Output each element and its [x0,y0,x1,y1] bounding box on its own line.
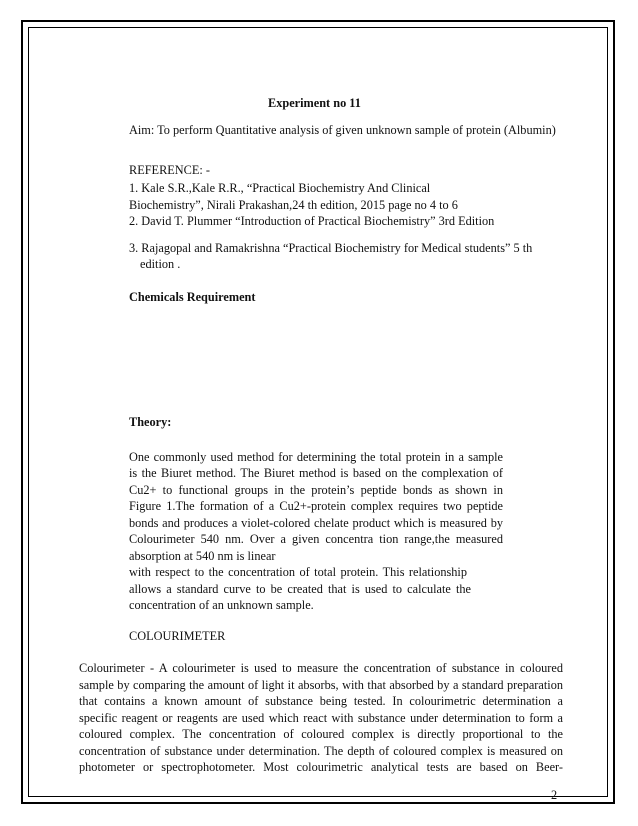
theory-line: Colourimeter 540 nm. Over a given concentra tion range,the measured [129,532,503,546]
theory-line: Cu2+ to functional groups in the protein’s peptide bonds as shown in [129,483,503,497]
theory-line: bonds and produces a violet-colored chelate product which is measured by [129,516,503,530]
theory-line: concentration of an unknown sample. [129,598,314,612]
theory-line: absorption at 540 nm is linear [129,549,276,563]
reference-2: 2. David T. Plummer “Introduction of Practical Biochemistry” 3rd Edition [129,214,495,228]
colourimeter-line: Colourimeter - A colourimeter is used to measure the concentration of substance in coloured [79,661,563,675]
theory-heading: Theory: [129,415,172,429]
colourimeter-line: sample by comparing the amount of light it absorbs, with that absorbed by a standard preparation [79,678,563,692]
colourimeter-line: concentration of substance under determination. The depth of coloured complex is measured on [79,744,563,758]
chemicals-heading: Chemicals Requirement [129,290,256,304]
reference-1-line-1: 1. Kale S.R.,Kale R.R., “Practical Biochemistry And Clinical [129,181,431,195]
colourimeter-heading: COLOURIMETER [129,629,226,643]
colourimeter-line: specific reagent or reagents are used which react with substance under determination to form a [79,711,563,725]
reference-1-line-2: Biochemistry”, Nirali Prakashan,24 th edition, 2015 page no 4 to 6 [129,198,458,212]
aim-text: Aim: To perform Quantitative analysis of given unknown sample of protein (Albumin) [129,123,556,137]
reference-3-line-2: edition . [140,257,181,271]
colourimeter-line: that contains a known amount of substance being tested. In colourimetric determination a [79,694,563,708]
reference-3-line-1: 3. Rajagopal and Ramakrishna “Practical Biochemistry for Medical students” 5 th [129,241,533,255]
theory-line: is the Biuret method. The Biuret method is based on the complexation of [129,466,503,480]
theory-line: Figure 1.The formation of a Cu2+-protein complex requires two peptide [129,499,503,513]
reference-heading: REFERENCE: - [129,163,210,177]
theory-line: allows a standard curve to be created that is used to calculate the [129,582,471,596]
colourimeter-line: photometer or spectrophotometer. Most colourimetric analytical tests are based on Beer- [79,760,563,774]
experiment-title: Experiment no 11 [268,96,361,110]
colourimeter-line: coloured complex. The concentration of coloured complex is directly proportional to the [79,727,563,741]
theory-line: with respect to the concentration of total protein. This relationship [129,565,467,579]
theory-line: One commonly used method for determining the total protein in a sample [129,450,503,464]
page-number: 2 [551,788,558,802]
